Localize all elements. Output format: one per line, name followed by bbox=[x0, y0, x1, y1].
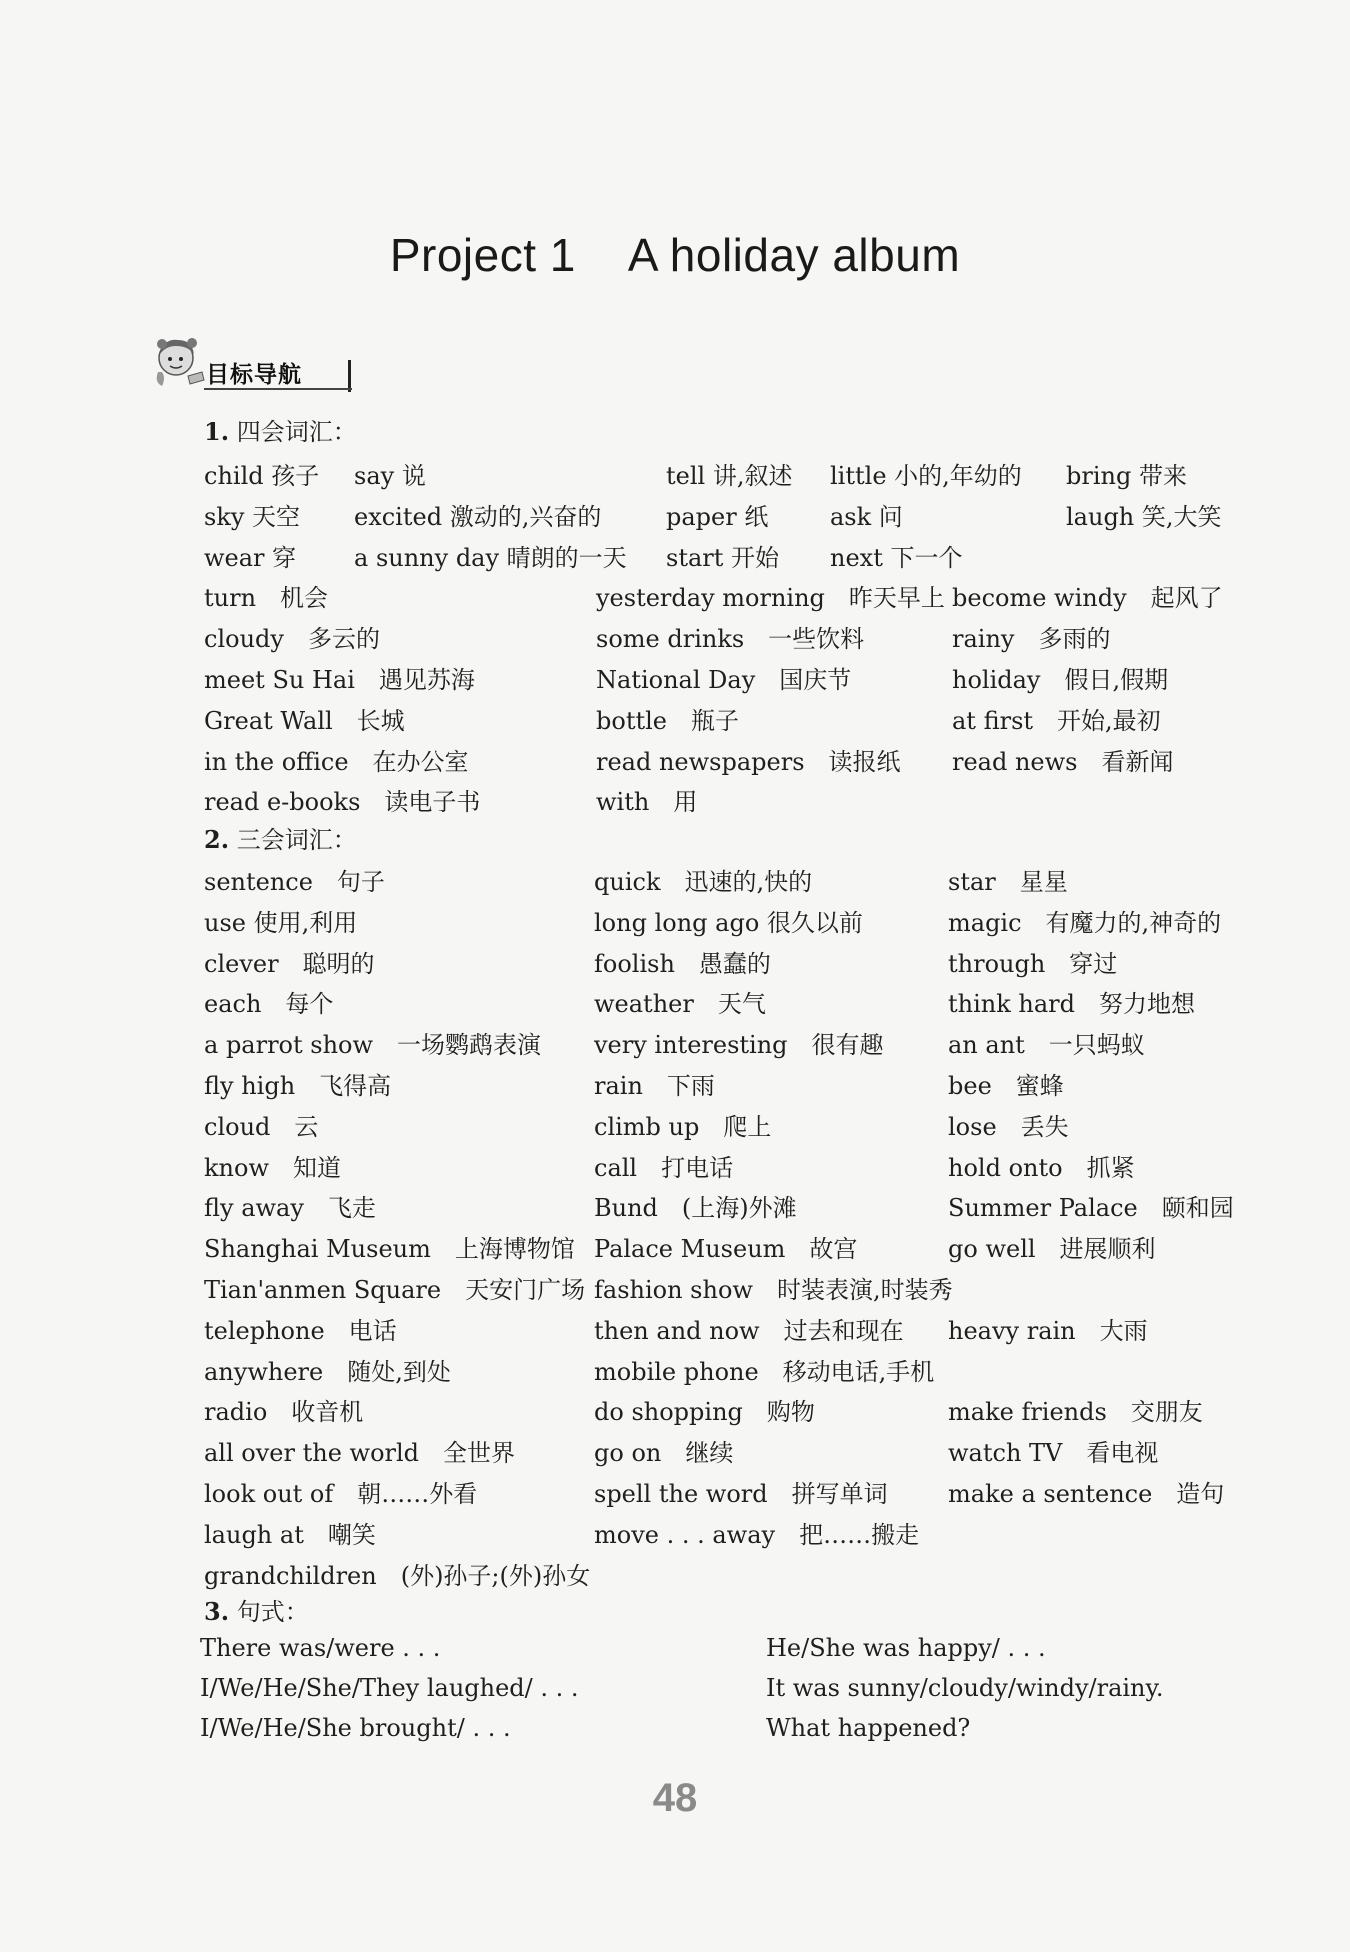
vocab2-entry: know 知道 bbox=[204, 1153, 341, 1182]
section-heading-3: 3. 句式： bbox=[204, 1597, 309, 1626]
vocab2-entry: Shanghai Museum 上海博物馆 bbox=[204, 1235, 575, 1264]
vocab2-row bbox=[0, 903, 1350, 939]
vocab2-entry: laugh at 嘲笑 bbox=[204, 1520, 376, 1549]
vocab1-row bbox=[0, 782, 1350, 818]
vocab1-entry: read e-books 读电子书 bbox=[204, 788, 481, 817]
vocab2-row bbox=[0, 862, 1350, 898]
vocab2-row bbox=[0, 1188, 1350, 1224]
vocab2-entry: foolish 愚蠢的 bbox=[594, 949, 771, 978]
vocab1-entry: start 开始 bbox=[666, 543, 780, 572]
vocab2-row bbox=[0, 944, 1350, 980]
vocab2-entry: move . . . away 把……搬走 bbox=[594, 1520, 920, 1549]
vocab2-row bbox=[0, 1515, 1350, 1551]
vocab1-entry: paper 纸 bbox=[666, 502, 769, 531]
vocab1-row bbox=[0, 660, 1350, 696]
vocab1-entry: cloudy 多云的 bbox=[204, 625, 380, 654]
page-title bbox=[0, 228, 1350, 282]
pattern-row bbox=[0, 1674, 1350, 1710]
vocab2-row bbox=[0, 1025, 1350, 1061]
vocab2-entry: sentence 句子 bbox=[204, 868, 385, 896]
vocab2-row bbox=[0, 1270, 1350, 1306]
vocab2-row bbox=[0, 1352, 1350, 1388]
vocab1-entry: at first 开始,最初 bbox=[952, 706, 1161, 735]
vocab2-entry: magic 有魔力的,神奇的 bbox=[948, 908, 1222, 937]
vocab1-entry: National Day 国庆节 bbox=[596, 666, 852, 694]
section-heading-2: 2. 三会词汇： bbox=[204, 825, 357, 854]
vocab1-entry: bring 带来 bbox=[1066, 462, 1187, 490]
vocab2-entry: fashion show 时装表演,时装秀 bbox=[594, 1276, 953, 1304]
vocab2-entry: fly away 飞走 bbox=[204, 1194, 376, 1223]
vocab2-entry: do shopping 购物 bbox=[594, 1398, 815, 1427]
vocab2-entry: telephone 电话 bbox=[204, 1316, 397, 1345]
vocab1-row bbox=[0, 578, 1350, 614]
pattern-entry: There was/were . . . bbox=[200, 1634, 441, 1662]
vocab1-entry: Great Wall 长城 bbox=[204, 706, 405, 735]
vocab2-entry: through 穿过 bbox=[948, 949, 1118, 978]
vocab2-row bbox=[0, 1433, 1350, 1469]
vocab2-entry: very interesting 很有趣 bbox=[594, 1031, 884, 1060]
vocab1-entry: say 说 bbox=[354, 462, 426, 490]
vocab1-row bbox=[0, 619, 1350, 655]
vocab1-entry: some drinks 一些饮料 bbox=[596, 625, 865, 654]
vocab1-entry: become windy 起风了 bbox=[952, 584, 1223, 613]
section-heading-1: 1. 四会词汇： bbox=[204, 417, 357, 446]
project-name: A holiday album bbox=[627, 229, 961, 281]
vocab2-entry: climb up 爬上 bbox=[594, 1112, 772, 1141]
vocab1-entry: sky 天空 bbox=[204, 502, 301, 531]
vocab1-entry: yesterday morning 昨天早上 bbox=[596, 584, 945, 613]
vocab1-row bbox=[0, 742, 1350, 778]
vocab1-entry: bottle 瓶子 bbox=[596, 706, 739, 735]
project-number: Project 1 bbox=[389, 229, 576, 281]
vocab2-row bbox=[0, 1474, 1350, 1510]
section-badge bbox=[148, 326, 388, 392]
vocab2-entry: cloud 云 bbox=[204, 1112, 319, 1141]
vocab2-entry: look out of 朝……外看 bbox=[204, 1480, 478, 1508]
vocab1-entry: in the office 在办公室 bbox=[204, 747, 469, 776]
vocab1-entry: tell 讲,叙述 bbox=[666, 462, 793, 490]
vocab1-entry: ask 问 bbox=[830, 502, 903, 531]
pattern-entry: It was sunny/cloudy/windy/rainy. bbox=[766, 1674, 1164, 1702]
vocab2-entry: a parrot show 一场鹦鹉表演 bbox=[204, 1031, 542, 1060]
vocab2-entry: go on 继续 bbox=[594, 1439, 734, 1468]
vocab2-entry: lose 丢失 bbox=[948, 1112, 1069, 1141]
vocab2-row bbox=[0, 984, 1350, 1020]
vocab2-entry: mobile phone 移动电话,手机 bbox=[594, 1357, 935, 1386]
vocab2-row bbox=[0, 1066, 1350, 1102]
vocab2-entry: rain 下雨 bbox=[594, 1072, 715, 1100]
vocab2-entry: clever 聪明的 bbox=[204, 949, 375, 978]
vocab1-entry: a sunny day 晴朗的一天 bbox=[354, 543, 627, 572]
vocab2-entry: think hard 努力地想 bbox=[948, 990, 1196, 1019]
vocab2-entry: Tian'anmen Square 天安门广场 bbox=[204, 1276, 586, 1304]
vocab1-entry: wear 穿 bbox=[204, 543, 297, 572]
girl-mascot-icon bbox=[148, 332, 208, 388]
vocab2-entry: spell the word 拼写单词 bbox=[594, 1480, 888, 1508]
vocab2-entry: then and now 过去和现在 bbox=[594, 1316, 904, 1345]
pattern-row bbox=[0, 1634, 1350, 1670]
vocab1-entry: turn 机会 bbox=[204, 584, 329, 613]
vocab2-entry: heavy rain 大雨 bbox=[948, 1316, 1148, 1345]
vocab2-row bbox=[0, 1107, 1350, 1143]
vocab1-entry: holiday 假日,假期 bbox=[952, 666, 1169, 694]
vocab2-entry: quick 迅速的,快的 bbox=[594, 868, 813, 896]
vocab2-row bbox=[0, 1392, 1350, 1428]
vocab2-row bbox=[0, 1229, 1350, 1265]
vocab2-entry: fly high 飞得高 bbox=[204, 1072, 392, 1100]
vocab2-entry: make friends 交朋友 bbox=[948, 1398, 1203, 1427]
vocab2-entry: each 每个 bbox=[204, 990, 334, 1019]
vocab1-entry: child 孩子 bbox=[204, 462, 320, 490]
vocab2-entry: Summer Palace 颐和园 bbox=[948, 1194, 1234, 1223]
pattern-entry: What happened? bbox=[766, 1714, 971, 1742]
vocab2-entry: watch TV 看电视 bbox=[948, 1439, 1159, 1468]
vocab2-row bbox=[0, 1556, 1350, 1592]
pattern-entry: He/She was happy/ . . . bbox=[766, 1634, 1046, 1662]
vocab1-entry: laugh 笑,大笑 bbox=[1066, 502, 1222, 531]
vocab2-row bbox=[0, 1311, 1350, 1347]
page-number: 48 bbox=[652, 1776, 698, 1820]
vocab1-entry: read newspapers 读报纸 bbox=[596, 747, 901, 776]
vocab2-entry: use 使用,利用 bbox=[204, 908, 358, 937]
vocab1-row bbox=[0, 538, 1350, 574]
section-badge-label: 目标导航 bbox=[206, 362, 302, 388]
vocab1-row bbox=[0, 701, 1350, 737]
vocab2-entry: an ant 一只蚂蚁 bbox=[948, 1031, 1145, 1060]
vocab2-entry: all over the world 全世界 bbox=[204, 1439, 516, 1468]
vocab2-entry: grandchildren (外)孙子;(外)孙女 bbox=[204, 1561, 591, 1590]
pattern-entry: I/We/He/She brought/ . . . bbox=[200, 1714, 511, 1742]
vocab2-entry: Palace Museum 故宫 bbox=[594, 1235, 858, 1264]
vocab2-row bbox=[0, 1148, 1350, 1184]
vocab2-entry: weather 天气 bbox=[594, 990, 766, 1019]
vocab2-entry: anywhere 随处,到处 bbox=[204, 1357, 451, 1386]
vocab1-entry: read news 看新闻 bbox=[952, 747, 1174, 776]
vocab1-entry: next 下一个 bbox=[830, 543, 963, 572]
vocab2-entry: bee 蜜蜂 bbox=[948, 1072, 1064, 1100]
pattern-entry: I/We/He/She/They laughed/ . . . bbox=[200, 1674, 579, 1702]
vocab2-entry: hold onto 抓紧 bbox=[948, 1153, 1135, 1182]
vocab1-entry: with 用 bbox=[596, 788, 698, 817]
vocab2-entry: go well 进展顺利 bbox=[948, 1235, 1156, 1264]
vocab2-entry: long long ago 很久以前 bbox=[594, 908, 863, 937]
vocab2-entry: radio 收音机 bbox=[204, 1398, 364, 1427]
vocab1-entry: little 小的,年幼的 bbox=[830, 462, 1022, 490]
vocab1-entry: excited 激动的,兴奋的 bbox=[354, 502, 602, 531]
badge-underline bbox=[204, 388, 352, 390]
vocab2-entry: Bund (上海)外滩 bbox=[594, 1194, 797, 1223]
vocab1-row bbox=[0, 456, 1350, 492]
vocab1-entry: rainy 多雨的 bbox=[952, 625, 1111, 654]
vocab2-entry: star 星星 bbox=[948, 868, 1068, 896]
vocab1-row bbox=[0, 497, 1350, 533]
vocab2-entry: call 打电话 bbox=[594, 1153, 734, 1182]
vocab1-entry: meet Su Hai 遇见苏海 bbox=[204, 666, 475, 694]
vocab2-entry: make a sentence 造句 bbox=[948, 1480, 1225, 1508]
pattern-row bbox=[0, 1714, 1350, 1750]
